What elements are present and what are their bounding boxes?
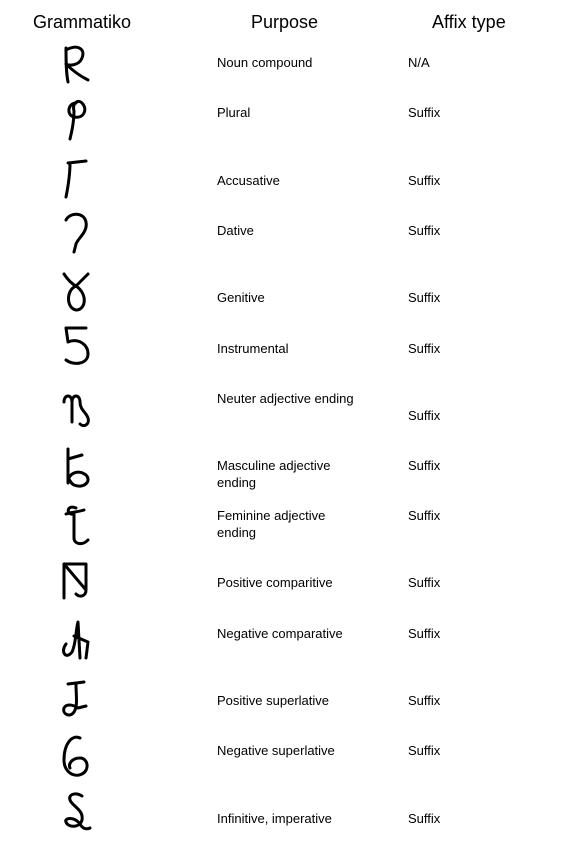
purpose-cell: Dative xyxy=(217,223,254,238)
purpose-cell: Negative superlative xyxy=(217,743,335,758)
header-affix-type: Affix type xyxy=(432,12,506,32)
purpose-cell: Infinitive, imperative xyxy=(217,811,332,826)
affix-type-cell: Suffix xyxy=(408,811,441,826)
purpose-cell: Positive superlative xyxy=(217,693,329,708)
affix-type-cell: Suffix xyxy=(408,626,441,641)
affix-type-cell: Suffix xyxy=(408,693,441,708)
purpose-cell: Negative comparative xyxy=(217,626,343,641)
glyph-05-icon xyxy=(54,268,98,314)
glyph-08-icon xyxy=(54,445,98,491)
glyph-13-icon xyxy=(54,732,98,778)
affix-type-cell: Suffix xyxy=(408,341,441,356)
glyph-02-icon xyxy=(54,97,98,143)
glyph-04-icon xyxy=(54,208,98,254)
affix-type-cell: Suffix xyxy=(408,105,441,120)
glyph-06-icon xyxy=(54,322,98,368)
affix-type-cell: Suffix xyxy=(408,743,441,758)
glyph-03-icon xyxy=(54,155,98,201)
glyph-09-icon xyxy=(54,502,98,548)
purpose-cell: Masculine adjective ending xyxy=(217,458,331,490)
affix-type-cell: Suffix xyxy=(408,223,441,238)
affix-type-cell: Suffix xyxy=(408,458,441,473)
glyph-12-icon xyxy=(54,676,98,722)
purpose-cell: Feminine adjective ending xyxy=(217,508,326,540)
purpose-cell: Plural xyxy=(217,105,251,120)
purpose-cell: Positive comparitive xyxy=(217,575,333,590)
header-grammatiko: Grammatiko xyxy=(33,12,132,32)
affix-type-cell: Suffix xyxy=(408,408,441,423)
glyph-10-icon xyxy=(54,558,98,604)
purpose-cell: Accusative xyxy=(217,173,280,188)
purpose-cell: Genitive xyxy=(217,290,265,305)
purpose-cell: Noun compound xyxy=(217,55,313,70)
purpose-cell: Instrumental xyxy=(217,341,289,356)
affix-type-cell: N/A xyxy=(408,55,430,70)
glyph-11-icon xyxy=(54,616,98,662)
affix-type-cell: Suffix xyxy=(408,575,441,590)
affix-type-cell: Suffix xyxy=(408,508,441,523)
affix-type-cell: Suffix xyxy=(408,290,441,305)
glyph-01-icon xyxy=(54,40,98,86)
affix-type-cell: Suffix xyxy=(408,173,441,188)
purpose-cell: Neuter adjective ending xyxy=(217,391,354,406)
header-purpose: Purpose xyxy=(251,12,319,32)
glyph-07-icon xyxy=(54,386,98,432)
glyph-14-icon xyxy=(54,790,98,836)
